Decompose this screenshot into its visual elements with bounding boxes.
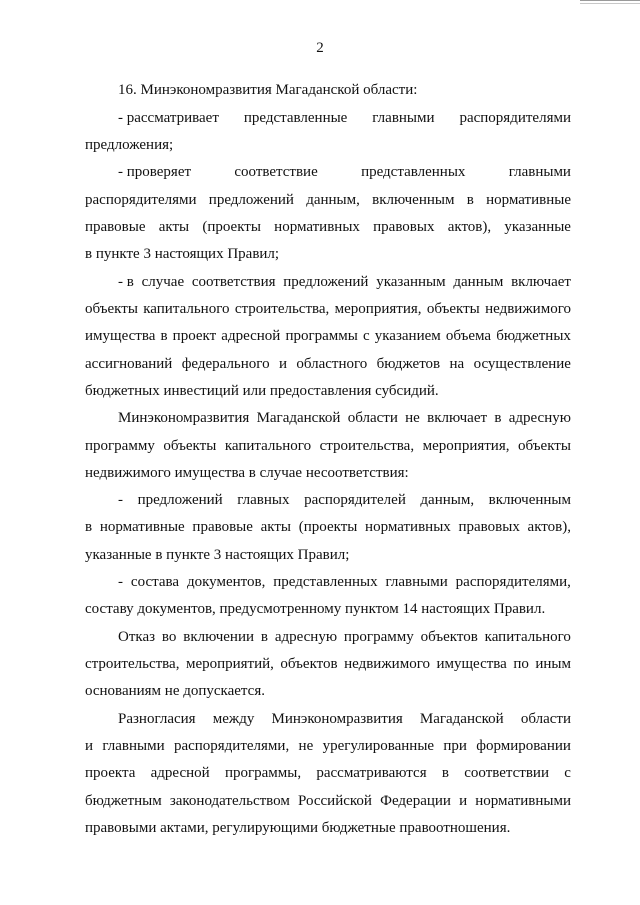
- text-line: [85, 737, 571, 755]
- word: недвижимого: [485, 301, 571, 317]
- word: актов),: [447, 219, 492, 235]
- word: мероприятий,: [185, 656, 274, 672]
- text-line: [85, 655, 571, 673]
- text-line: [118, 491, 571, 509]
- word: включенным: [372, 192, 455, 208]
- text-line: [85, 437, 571, 455]
- word: в: [160, 328, 168, 344]
- word: капитального: [484, 629, 571, 645]
- word: нормативные: [486, 192, 571, 208]
- word: Российской: [298, 793, 372, 809]
- text-line: составу документов, предусмотренному пунктом 14 настоящих Правил.: [85, 601, 546, 617]
- text-line: основаниям не допускается.: [85, 683, 265, 699]
- word: правовых: [373, 219, 435, 235]
- word: объектов: [420, 629, 478, 645]
- word: распорядителей: [304, 492, 406, 508]
- word: проекта: [85, 765, 136, 781]
- word: акты: [158, 219, 190, 235]
- word: объекты: [518, 438, 571, 454]
- word: ассигнований: [85, 356, 173, 372]
- word: и: [85, 738, 94, 754]
- word: -: [118, 492, 123, 508]
- word: состава: [130, 574, 180, 590]
- scan-corner-mark: [580, 0, 640, 4]
- word: соответствии: [464, 765, 549, 781]
- text-line: [118, 109, 571, 127]
- word: объема: [445, 328, 492, 344]
- word: распорядителями,: [455, 574, 571, 590]
- word: правовые: [85, 219, 146, 235]
- word: (проекты: [202, 219, 261, 235]
- word: нормативными: [475, 793, 571, 809]
- word: данным,: [420, 492, 475, 508]
- word: имущества: [85, 328, 156, 344]
- word: нормативные: [99, 519, 185, 535]
- word: главных: [237, 492, 290, 508]
- word: Магаданской: [419, 711, 504, 727]
- word: области: [347, 410, 398, 426]
- word: включенным: [488, 492, 571, 508]
- word: бюджетным: [85, 793, 162, 809]
- word: - в: [118, 274, 134, 290]
- word: не: [405, 410, 420, 426]
- word: капитального: [143, 301, 230, 317]
- word: между: [212, 711, 255, 727]
- text-line: 16. Минэкономразвития Магаданской области:: [118, 82, 418, 98]
- word: мероприятия,: [334, 301, 422, 317]
- word: имущества: [436, 656, 507, 672]
- word: главными: [385, 574, 448, 590]
- word: с: [564, 765, 571, 781]
- word: строительства,: [85, 656, 180, 672]
- word: главными: [372, 110, 435, 126]
- word: документов,: [186, 574, 266, 590]
- text-line: [85, 355, 571, 373]
- word: программу: [343, 629, 414, 645]
- word: строительства,: [319, 438, 415, 454]
- word: по: [513, 656, 529, 672]
- text-line: [118, 409, 571, 427]
- word: соответствия: [191, 274, 276, 290]
- text-line: [118, 273, 571, 291]
- word: Минэкономразвития: [271, 711, 403, 727]
- word: адресной: [221, 328, 281, 344]
- text-line: [85, 300, 571, 318]
- text-line: указанные в пункте 3 настоящих Правил;: [85, 547, 350, 563]
- word: представленных: [273, 574, 378, 590]
- text-line: [85, 218, 571, 236]
- word: адресной: [150, 765, 210, 781]
- word: формировании: [476, 738, 571, 754]
- word: бюджетных: [496, 328, 571, 344]
- word: указанные: [504, 219, 571, 235]
- word: Федерации: [380, 793, 451, 809]
- word: включении: [183, 629, 255, 645]
- word: в: [260, 629, 268, 645]
- word: случае: [141, 274, 185, 290]
- page-number: 2: [316, 40, 324, 56]
- word: соответствие: [234, 164, 318, 180]
- word: указанием: [374, 328, 441, 344]
- text-line: [85, 792, 571, 810]
- word: объекты: [426, 301, 480, 317]
- text-line: [118, 573, 571, 591]
- word: урегулированные: [322, 738, 435, 754]
- text-line: правовыми актами, регулирующими бюджетные правоотношения.: [85, 820, 511, 836]
- word: правовых: [458, 519, 520, 535]
- word: Магаданской: [256, 410, 341, 426]
- word: нормативных: [274, 219, 360, 235]
- word: областного: [296, 356, 368, 372]
- text-line: [118, 628, 571, 646]
- word: на: [449, 356, 465, 372]
- word: указанным: [376, 274, 446, 290]
- text-line: [118, 163, 571, 181]
- text-line: [85, 518, 571, 536]
- word: адресную: [274, 629, 338, 645]
- word: правовые: [192, 519, 253, 535]
- word: и: [278, 356, 287, 372]
- word: при: [443, 738, 467, 754]
- text-line: [85, 764, 571, 782]
- word: капитального: [224, 438, 312, 454]
- word: включает: [511, 274, 571, 290]
- word: -: [118, 574, 123, 590]
- word: актов),: [527, 519, 571, 535]
- word: в: [85, 519, 93, 535]
- word: предложений: [137, 492, 223, 508]
- word: распорядителями: [85, 192, 197, 208]
- word: объекты: [85, 301, 138, 317]
- word: данным,: [306, 192, 360, 208]
- word: бюджетов: [376, 356, 441, 372]
- word: данным: [453, 274, 504, 290]
- word: - проверяет: [118, 164, 192, 180]
- word: законодательством: [169, 793, 290, 809]
- word: распорядителями,: [173, 738, 290, 754]
- word: программу: [85, 438, 155, 454]
- word: (проекты: [298, 519, 358, 535]
- word: нормативных: [365, 519, 451, 535]
- word: рассматриваются: [316, 765, 427, 781]
- word: - рассматривает: [118, 110, 219, 126]
- word: федерального: [181, 356, 270, 372]
- word: предложений: [208, 192, 294, 208]
- text-line: [85, 327, 571, 345]
- word: Минэкономразвития: [118, 410, 250, 426]
- word: в: [441, 765, 449, 781]
- word: в: [466, 192, 474, 208]
- word: недвижимого: [344, 656, 430, 672]
- word: объекты: [163, 438, 217, 454]
- word: главными: [508, 164, 571, 180]
- word: главными: [102, 738, 165, 754]
- word: представленных: [361, 164, 466, 180]
- word: с: [362, 328, 370, 344]
- text-line: недвижимого имущества в случае несоответствия:: [85, 465, 409, 481]
- word: во: [161, 629, 177, 645]
- word: в: [494, 410, 502, 426]
- word: адресную: [508, 410, 571, 426]
- word: Отказ: [118, 629, 156, 645]
- word: распорядителями: [459, 110, 571, 126]
- word: представленные: [243, 110, 348, 126]
- word: Разногласия: [118, 711, 196, 727]
- text-line: в пункте 3 настоящих Правил;: [85, 246, 280, 262]
- word: иным: [535, 656, 571, 672]
- word: строительства,: [234, 301, 330, 317]
- word: включает: [427, 410, 488, 426]
- word: осуществление: [473, 356, 571, 372]
- word: проект: [172, 328, 217, 344]
- text-line: [85, 191, 571, 209]
- word: объектов: [280, 656, 338, 672]
- word: акты: [260, 519, 292, 535]
- word: не: [298, 738, 314, 754]
- text-line: предложения;: [85, 137, 174, 153]
- text-line: бюджетных инвестиций или предоставления субсидий.: [85, 383, 439, 399]
- text-line: [118, 710, 571, 728]
- word: программы,: [224, 765, 302, 781]
- word: предложений: [283, 274, 369, 290]
- word: области: [520, 711, 571, 727]
- word: программы: [285, 328, 358, 344]
- word: мероприятия,: [422, 438, 510, 454]
- word: и: [459, 793, 468, 809]
